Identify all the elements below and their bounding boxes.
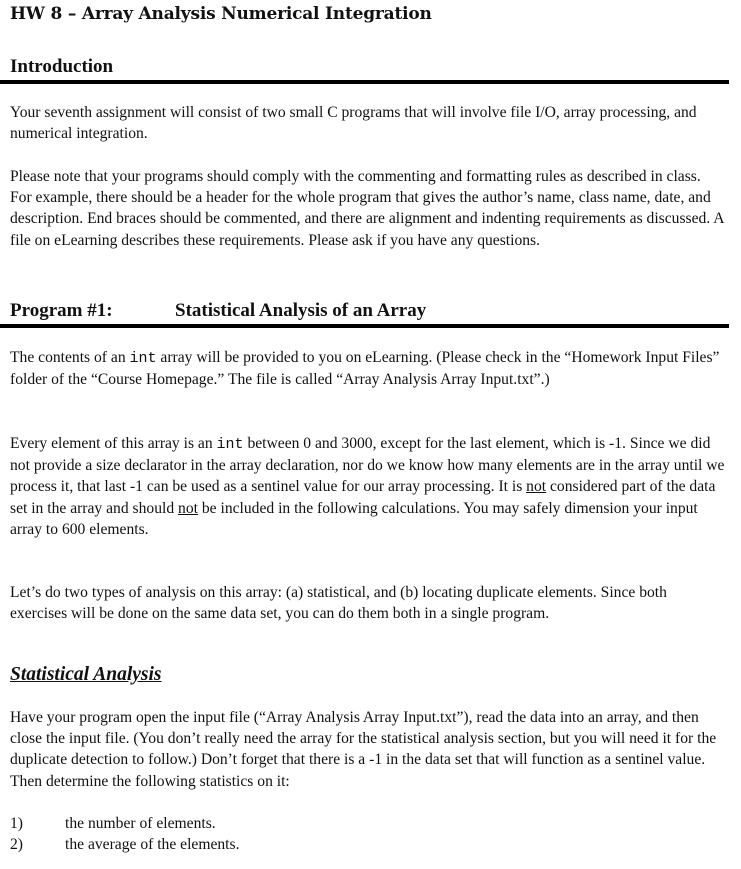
program1-label: Program #1: <box>10 300 113 321</box>
program1-paragraph-1 <box>10 347 725 390</box>
list-item <box>10 834 239 855</box>
list-item <box>10 813 239 834</box>
program1-paragraph-2 <box>10 433 725 540</box>
program1-p2-not-2: not <box>178 499 198 517</box>
program1-p2-code: int <box>216 436 244 453</box>
program1-p1-code: int <box>129 350 157 367</box>
program1-paragraph-3: Let’s do two types of analysis on this array: (a) statistical, and (b) locating duplicate elements. Since both exercises will be done on the same data set, you can do them both in a single program. <box>10 584 667 623</box>
program1-heading <box>10 300 426 322</box>
list-item-number: 2) <box>10 836 23 853</box>
stats-list <box>10 813 239 855</box>
intro-paragraph-2: Please note that your programs should comply with the commenting and formatting rules as described in class. For example, there should be a header for the whole program that gives the author’s name, class name, date, and description. End braces should be commented, and there are alignment and indenting requirements as discussed. A file on eLearning describes these requirements. Please ask if you have any questions. <box>10 168 724 249</box>
program1-p2-not-1: not <box>526 478 547 496</box>
program1-p2-text-b: between 0 and 3000, except for the last element, which is -1. Since we did not provide a size declarator in the array declaration, nor do we know how many elements are in the array until we process it, that last -1 can be used as a sentinel value for our array processing. It is <box>10 435 725 496</box>
program1-p2-text-c: considered part of the data set in the array and should <box>10 478 716 517</box>
program1-rule <box>0 324 729 328</box>
program1-title: Statistical Analysis of an Array <box>175 300 427 321</box>
program1-p2-text-d: be included in the following calculations. You may safely dimension your input array to 600 elements. <box>10 499 698 538</box>
intro-paragraph-1: Your seventh assignment will consist of two small C programs that will involve file I/O, array processing, and numerical integration. <box>10 104 697 143</box>
document-title: HW 8 – Array Analysis Numerical Integration <box>10 4 432 24</box>
list-item-text: the number of elements. <box>65 815 216 832</box>
program1-p1-text-b: array will be provided to you on eLearning. (Please check in the “Homework Input Files” folder of the “Course Homepage.” The file is called “Array Analysis Array Input.txt”.) <box>10 349 720 389</box>
program1-p1-text-a: The contents of an <box>10 349 130 366</box>
stats-paragraph-1: Have your program open the input file (“Array Analysis Array Input.txt”), read the data into an array, and then close the input file. (You don’t really need the array for the statistical analysis section, but you will need it for the duplicate detection to follow.) Don’t forget that there is a -1 in the data set that will function as a sentinel value. Then determine the following statistics on it: <box>10 709 717 790</box>
list-item-number: 1) <box>10 815 23 832</box>
intro-rule <box>0 80 729 84</box>
intro-heading: Introduction <box>10 56 114 77</box>
program1-p2-text-a: Every element of this array is an <box>10 435 217 452</box>
list-item-text: the average of the elements. <box>65 836 240 853</box>
stats-heading: Statistical Analysis <box>10 664 162 685</box>
